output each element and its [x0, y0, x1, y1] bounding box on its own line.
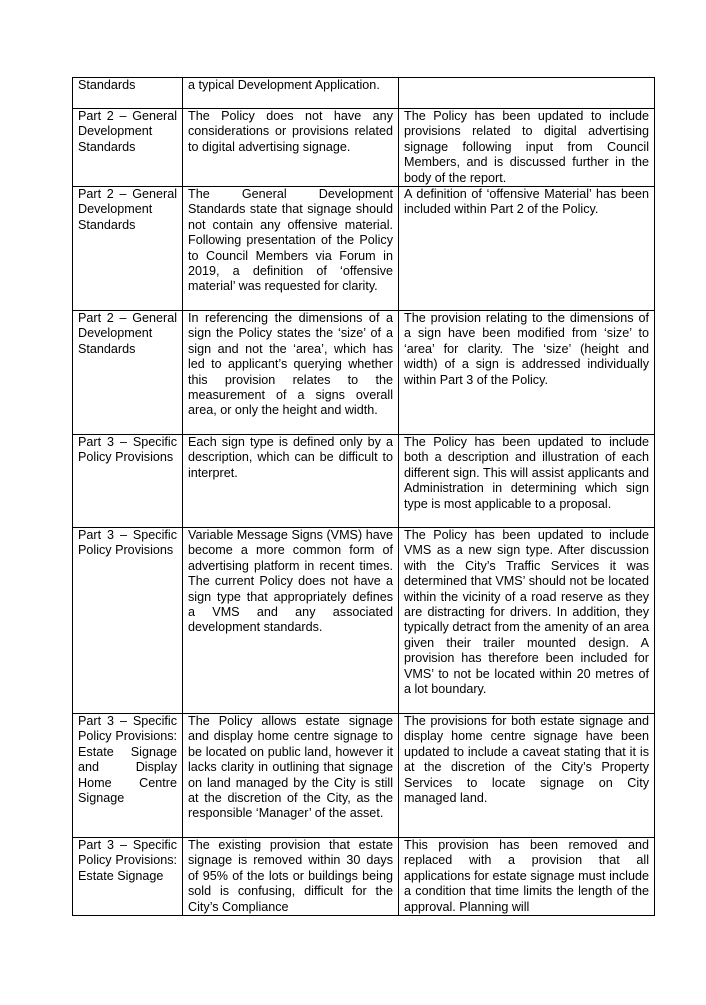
part-cell: Part 2 – General Development Standards — [73, 109, 183, 187]
change-cell: The provisions for both estate signage and display home centre signage have been updated to include a caveat stating that it is at the discretion of the City’s Property Services to locate signage on City managed land. — [399, 714, 655, 838]
table-row — [73, 714, 655, 838]
part-cell: Standards — [73, 78, 183, 109]
part-cell: Part 3 – Specific Policy Provisions — [73, 435, 183, 528]
part-cell: Part 3 – Specific Policy Provisions: Estate Signage and Display Home Centre Signage — [73, 714, 183, 838]
part-cell: Part 3 – Specific Policy Provisions — [73, 528, 183, 714]
table-row — [73, 435, 655, 528]
change-cell — [399, 78, 655, 109]
table-row — [73, 187, 655, 311]
issue-cell: Each sign type is defined only by a description, which can be difficult to interpret. — [183, 435, 399, 528]
issue-cell: Variable Message Signs (VMS) have become a more common form of advertising platform in recent times. The current Policy does not have a sign type that appropriately defines a VMS and any associated development standards. — [183, 528, 399, 714]
table-row — [73, 528, 655, 714]
change-cell: This provision has been removed and replaced with a provision that all applications for estate signage must include a condition that time limits the length of the approval. Planning will — [399, 838, 655, 916]
table-row — [73, 78, 655, 109]
change-cell: The Policy has been updated to include VMS as a new sign type. After discussion with the City’s Traffic Services it was determined that VMS’ should not be located within the vicinity of a road reserve as they are distracting for drivers. In addition, they typically detract from the amenity of an area given their trailer mounted design. A provision has therefore been included for VMS’ to not be located within 20 metres of a lot boundary. — [399, 528, 655, 714]
part-cell: Part 3 – Specific Policy Provisions: Estate Signage — [73, 838, 183, 916]
change-cell: The Policy has been updated to include provisions related to digital advertising signage following input from Council Members, and is discussed further in the body of the report. — [399, 109, 655, 187]
change-cell: The Policy has been updated to include both a description and illustration of each different sign. This will assist applicants and Administration in determining which sign type is most applicable to a proposal. — [399, 435, 655, 528]
issue-cell: The Policy does not have any considerations or provisions related to digital advertising signage. — [183, 109, 399, 187]
issue-cell: The existing provision that estate signage is removed within 30 days of 95% of the lots or buildings being sold is confusing, difficult for the City’s Compliance — [183, 838, 399, 916]
table-row — [73, 838, 655, 916]
table-row — [73, 311, 655, 435]
change-cell: A definition of ‘offensive Material’ has been included within Part 2 of the Policy. — [399, 187, 655, 311]
issue-cell: a typical Development Application. — [183, 78, 399, 109]
policy-review-table — [72, 77, 655, 916]
table-row — [73, 109, 655, 187]
issue-cell: The Policy allows estate signage and display home centre signage to be located on public land, however it lacks clarity in outlining that signage on land managed by the City is still at the discretion of the City, as the responsible ‘Manager’ of the asset. — [183, 714, 399, 838]
part-cell: Part 2 – General Development Standards — [73, 187, 183, 311]
change-cell: The provision relating to the dimensions of a sign have been modified from ‘size’ to ‘area’ for clarity. The ‘size’ (height and width) of a sign is addressed individually within Part 3 of the Policy. — [399, 311, 655, 435]
issue-cell: In referencing the dimensions of a sign the Policy states the ‘size’ of a sign and not the ‘area’, which has led to applicant’s querying whether this provision relates to the measurement of a signs overall area, or only the height and width. — [183, 311, 399, 435]
issue-cell: The General Development Standards state that signage should not contain any offensive material. Following presentation of the Policy to Council Members via Forum in 2019, a definition of ‘offensive material’ was requested for clarity. — [183, 187, 399, 311]
part-cell: Part 2 – General Development Standards — [73, 311, 183, 435]
